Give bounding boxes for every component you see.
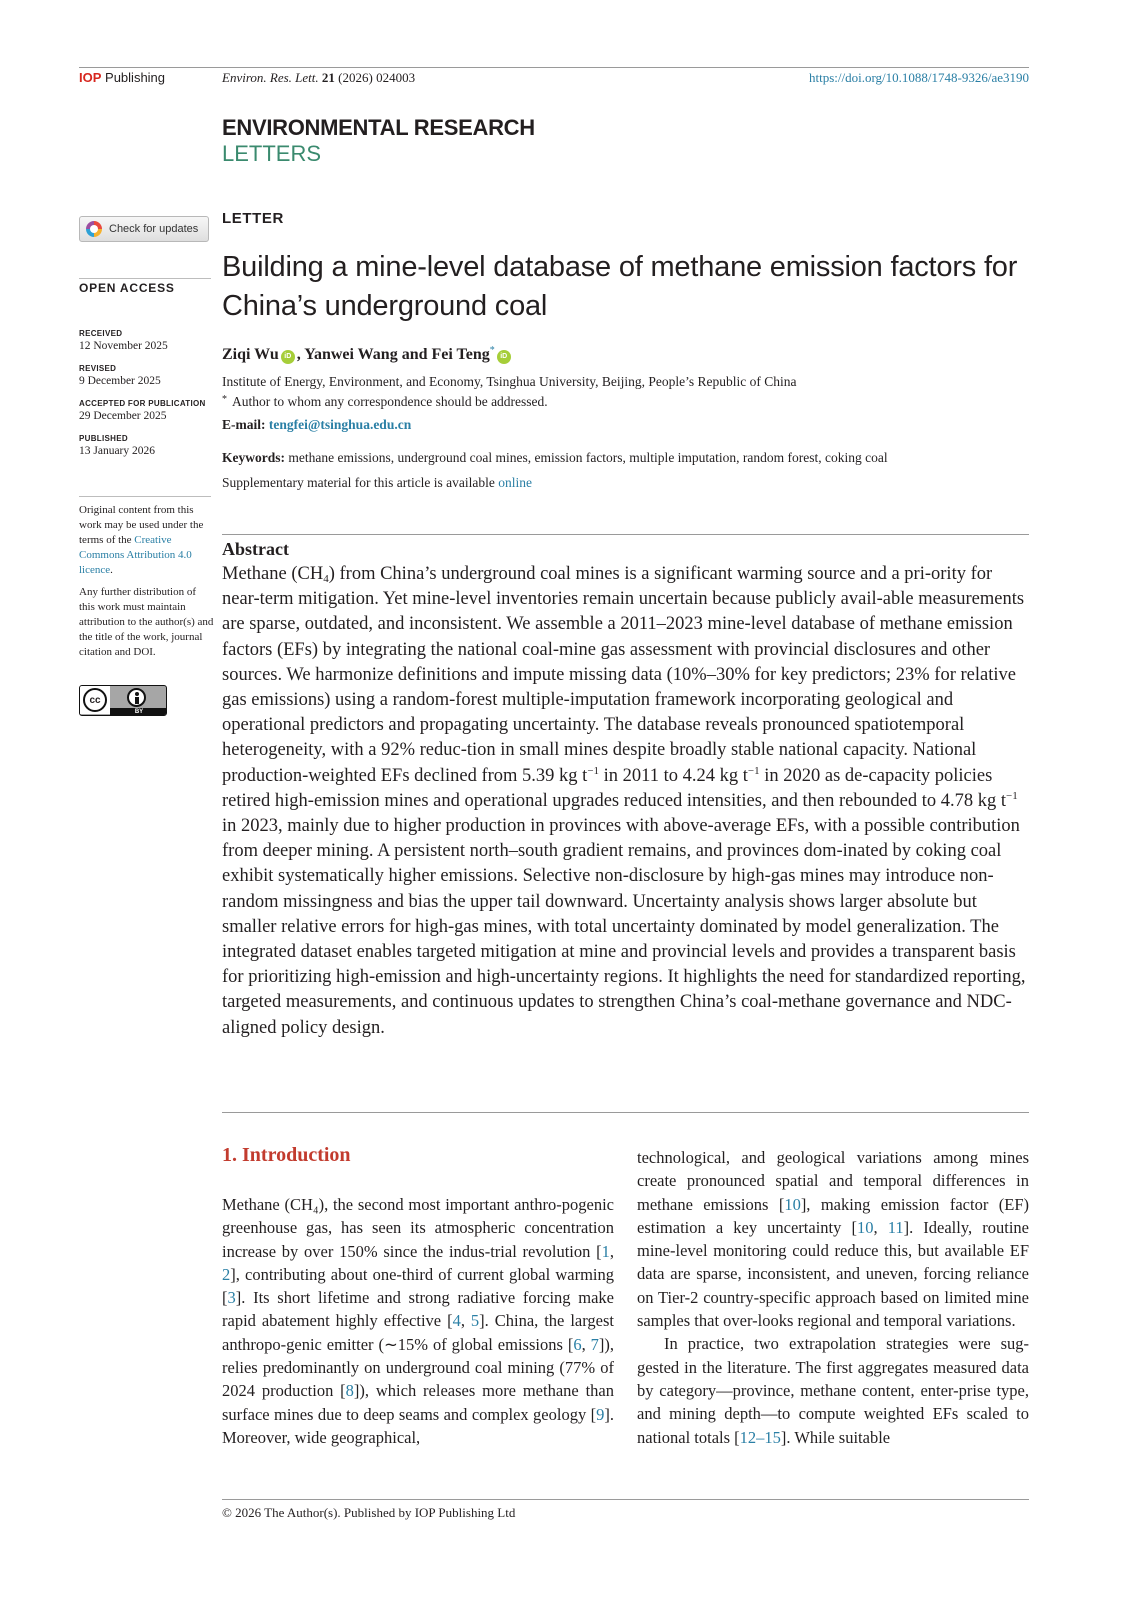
citation-link[interactable]: 4 <box>452 1311 461 1331</box>
body-text: ]. Its short lifetime and strong radiative forcing make rapid abatement highly effective [ <box>222 1288 614 1331</box>
abstract-segment: in 2020 as de-capacity policies retired high-emission mines and operational upgrades reduced intensities, and then rebounded to 4.78 kg t <box>222 765 1006 811</box>
citation-link[interactable]: 1 <box>601 1241 610 1261</box>
abstract-segment: in 2023, mainly due to higher production in provinces with above-average EFs, with a possible contribution from deeper mining. A persistent north–south gradient remains, and provinces dom-inated by coking coal exhibit systematically higher emissions. Selective non-disclosure by high-gas mines may introduce non-random missingness and bias the upper tail downward. Uncertainty analysis shows larger absolute but smaller relative errors for high-gas mines, with total uncertainty dominated by model generalization. The integrated dataset enables targeted mitigation at mine and provincial levels and provides a transparent basis for prioritizing high-emission and high-uncertainty regions. It highlights the need for standardized reporting, targeted measurements, and continuous updates to strengthen China’s coal-methane governance and NDC-aligned policy design. <box>222 816 1026 1038</box>
abstract-text <box>222 562 1029 1041</box>
orcid-icon[interactable]: iD <box>497 350 511 364</box>
body-text: , <box>873 1217 888 1237</box>
body-text: ], making emission factor (EF) estimation a key uncertainty [ <box>637 1194 1029 1237</box>
citation-link[interactable]: 10 <box>784 1194 801 1214</box>
superscript: −1 <box>587 764 600 777</box>
corresponding-text: Author to whom any correspondence should be addressed. <box>232 394 548 409</box>
body-text: , <box>609 1241 614 1261</box>
corresponding-mark: * <box>489 345 495 356</box>
body-text: In practice, two extrapolation strategies were sug-gested in the literature. The first aggregates measured data by category—province, methane content, enter-prise type, and mining depth—to compute weighted EFs scaled to national totals [ <box>637 1334 1029 1447</box>
body-text: ]), which releases more methane than surface mines due to deep seams and complex geology [ <box>222 1381 614 1424</box>
supplementary-link[interactable]: online <box>498 475 533 490</box>
date-label: PUBLISHED <box>79 434 128 443</box>
citation-link[interactable]: 5 <box>470 1311 480 1331</box>
date-label: ACCEPTED FOR PUBLICATION <box>79 399 206 408</box>
corresponding-note <box>222 391 1022 411</box>
author-names-rest: , Yanwei Wang and Fei Teng <box>296 346 490 363</box>
intro-paragraph <box>222 1193 614 1449</box>
abstract-bottom-rule <box>222 1112 1029 1113</box>
licence-notice <box>79 503 214 667</box>
abstract-paragraph <box>222 562 1029 1041</box>
citation-link[interactable]: 8 <box>345 1381 354 1401</box>
body-text: ]. Ideally, routine mine-level monitoring could reduce this, but available EF data are sparse, inconsistent, and uneven, forcing reliance on Tier-2 country-specific approach based on limited mine samples that over-looks regional and temporal variations. <box>637 1217 1029 1331</box>
sidebar-divider <box>79 278 211 279</box>
licence-end: . <box>110 564 113 576</box>
article-type: LETTER <box>222 210 284 227</box>
author-list <box>222 345 513 364</box>
author-name: Ziqi Wu <box>222 346 279 363</box>
intro-paragraph <box>637 1332 1029 1448</box>
citation <box>222 70 415 86</box>
by-label: BY <box>110 708 167 716</box>
brand-iop: IOP <box>79 70 102 85</box>
date-value: 29 December 2025 <box>79 410 167 422</box>
body-text: ]. Moreover, wide geographical, <box>222 1404 614 1447</box>
abstract-segment: in 2011 to 4.24 kg t <box>599 765 748 786</box>
body-text: ]. China, the largest anthropo-genic emitter (∼15% of global emissions [ <box>222 1311 615 1354</box>
date-value: 9 December 2025 <box>79 375 161 387</box>
article-title: Building a mine-level database of methane emission factors for China’s underground coal <box>222 251 1018 322</box>
email-line <box>222 417 411 433</box>
superscript: −1 <box>1006 789 1018 802</box>
running-header <box>79 70 1029 88</box>
intro-paragraph <box>637 1146 1029 1332</box>
keywords-label: Keywords: <box>222 450 285 465</box>
citation-link[interactable]: 10 <box>856 1217 874 1237</box>
abstract-segment: ) from China’s underground coal mines is a significant warming source and a pri-ority for near-term mitigation. Yet mine-level inventories remain uncertain because publicly avail-able measurements are sparse, outdated, and inconsistent. We assemble a 2011–2023 mine-level database of methane emission factors (EFs) by integrating the national coal-mine gas assessment with provincial disclosures and other sources. We harmonize definitions and impute missing data (10%–30% for key predictors; 23% for relative gas emissions) using a random-forest multiple-imputation framework incorporating geological and operational predictors and propagating uncertainty. The database reveals pronounced spatiotemporal heterogeneity, with a 92% reduc-tion in small mines despite broadly stable national capacity. National production-weighted EFs declined from 5.39 kg t <box>222 564 1025 786</box>
affiliations <box>222 373 1022 411</box>
crossmark-icon <box>86 221 102 237</box>
open-access-label: OPEN ACCESS <box>79 281 175 295</box>
date-accepted <box>79 399 214 423</box>
abstract-top-rule <box>222 534 1029 535</box>
section-heading-introduction: 1. Introduction <box>222 1144 351 1166</box>
intro-column-right <box>637 1146 1029 1449</box>
journal-title-line2: LETTERS <box>222 141 322 166</box>
abstract-heading: Abstract <box>222 539 289 559</box>
body-text: ], contributing about one-third of current global warming [ <box>222 1264 614 1308</box>
affiliation: Institute of Energy, Environment, and Economy, Tsinghua University, Beijing, People’s Republic of China <box>222 374 797 389</box>
attribution-icon <box>127 688 146 707</box>
licence-paragraph <box>79 503 214 578</box>
brand-publishing: Publishing <box>105 70 166 85</box>
date-value: 12 November 2025 <box>79 340 168 352</box>
citation-link[interactable]: 6 <box>573 1334 582 1354</box>
top-rule <box>79 67 1029 68</box>
date-revised <box>79 364 214 388</box>
citation-link[interactable]: 11 <box>887 1217 904 1237</box>
keywords-text: methane emissions, underground coal mines, emission factors, multiple imputation, random forest, coking coal <box>288 450 888 465</box>
doi-link[interactable]: https://doi.org/10.1088/1748-9326/ae3190 <box>808 70 1029 85</box>
date-label: REVISED <box>79 364 117 373</box>
orcid-icon[interactable]: iD <box>281 350 295 364</box>
date-label: RECEIVED <box>79 329 123 338</box>
citation-link[interactable]: 3 <box>227 1288 236 1308</box>
journal-title <box>222 115 535 167</box>
body-text: , <box>581 1334 591 1354</box>
check-updates-label: Check for updates <box>109 223 199 235</box>
citation-rest: (2026) 024003 <box>338 70 416 85</box>
footer-rule <box>222 1499 1029 1500</box>
cc-by-badge[interactable] <box>79 685 167 716</box>
subscript: 4 <box>323 573 329 585</box>
publisher-logo[interactable] <box>79 70 165 85</box>
cc-icon: cc <box>83 688 107 712</box>
copyright-footer: © 2026 The Author(s). Published by IOP Publishing Ltd <box>222 1505 516 1520</box>
date-value: 13 January 2026 <box>79 445 156 457</box>
abstract-segment: Methane (CH <box>222 564 324 584</box>
cc-licence-link[interactable]: Creative Commons Attribution 4.0 licence <box>79 534 192 576</box>
keywords-line <box>222 450 1032 466</box>
body-text: technological, and geological variations among mines create pronounced spatial and temporal differences in methane emissions [ <box>637 1148 1029 1214</box>
sidebar-divider <box>79 496 211 497</box>
body-text: Methane (CH₄), the second most important anthro-pogenic greenhouse gas, has seen its atmospheric concentration increase by over 150% since the indus-trial revolution [ <box>222 1195 614 1261</box>
citation-journal: Environ. Res. Lett. <box>222 70 319 85</box>
body-text: ]. While suitable <box>780 1427 891 1447</box>
citation-link[interactable]: 12–15 <box>739 1427 781 1447</box>
superscript: −1 <box>747 764 760 777</box>
check-for-updates-button[interactable] <box>79 216 209 242</box>
email-label: E-mail: <box>222 417 266 432</box>
body-text: , <box>460 1311 471 1331</box>
citation-link[interactable]: 9 <box>596 1404 605 1424</box>
intro-column-left <box>222 1193 614 1449</box>
body-text: ]), relies predominantly on underground coal mining (77% of 2024 production [ <box>222 1334 615 1401</box>
asterisk: * <box>222 394 227 405</box>
supplementary-note <box>222 475 532 491</box>
publication-dates <box>79 329 214 469</box>
cc-icon-area <box>80 686 110 714</box>
citation-volume: 21 <box>321 70 335 85</box>
citation-link[interactable]: 2 <box>222 1264 231 1284</box>
citation-link[interactable]: 7 <box>590 1334 599 1354</box>
email-link[interactable]: tengfei@tsinghua.edu.cn <box>268 417 412 432</box>
supplementary-text: Supplementary material for this article is available <box>222 475 495 490</box>
licence-text: Original content from this work may be used under the terms of the <box>79 504 204 546</box>
distribution-text: Any further distribution of this work must maintain attribution to the author(s) and the title of the work, journal citation and DOI. <box>79 586 214 658</box>
journal-title-line1: ENVIRONMENTAL RESEARCH <box>222 115 535 140</box>
date-published <box>79 434 214 458</box>
date-received <box>79 329 214 353</box>
